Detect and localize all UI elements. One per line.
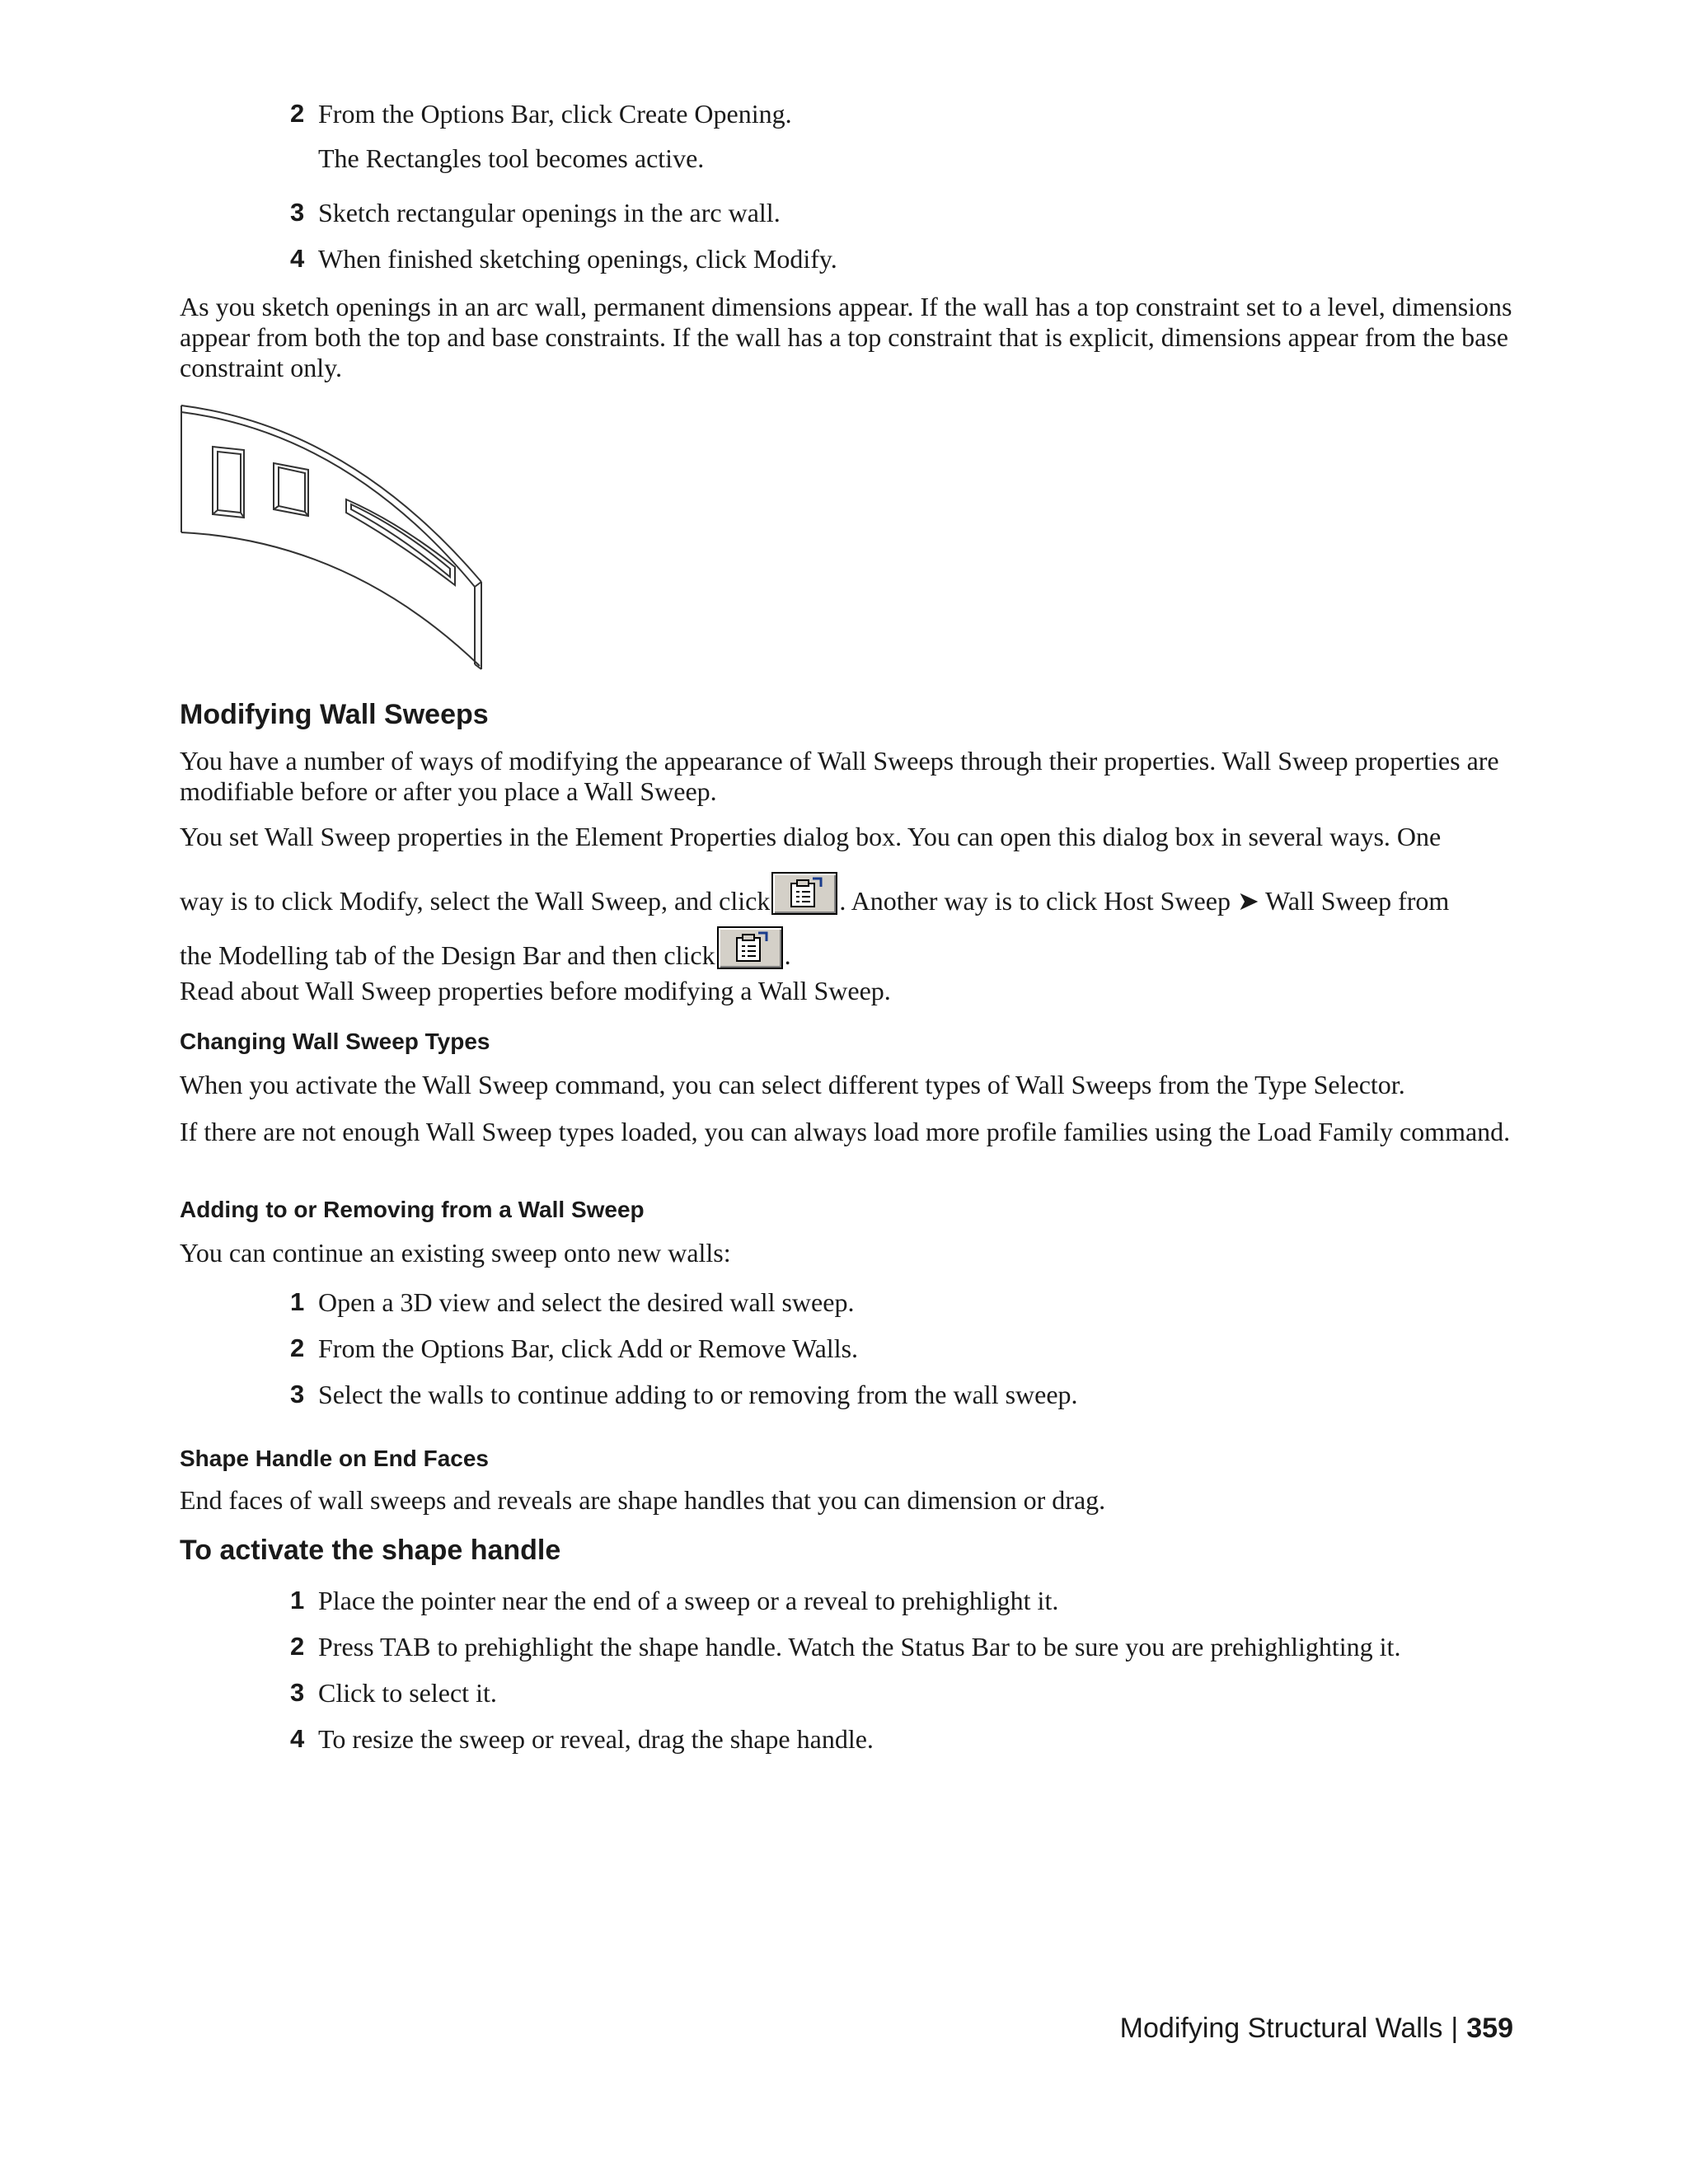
step-text: When finished sketching openings, click Modify. [318,244,837,274]
changing-paragraph-2 [180,1117,1519,1147]
page-footer [1120,2013,1513,2045]
paragraph-text: You have a number of ways of modifying the appearance of Wall Sweeps through their properties. Wall Sweep properties are modifiable before or after you place a Wall Sweep. [180,746,1499,806]
step-text: Sketch rectangular openings in the arc wall. [318,198,781,227]
paragraph-text: If there are not enough Wall Sweep types loaded, you can always load more profile families using the Load Family command. [180,1117,1511,1146]
procedure-heading: To activate the shape handle [180,1535,561,1566]
modifying-paragraph-2-line-1: You set Wall Sweep properties in the Element Properties dialog box. You can open this dialog box in several ways. One [180,822,1442,851]
element-properties-button[interactable] [771,872,837,915]
step-text: Select the walls to continue adding to or removing from the wall sweep. [318,1380,1078,1409]
text-run: . [784,940,791,970]
step-text: From the Options Bar, click Create Opening. [318,99,792,129]
element-properties-icon [734,931,770,964]
step-number: 4 [290,1724,305,1753]
step-number: 2 [290,99,305,128]
modifying-paragraph-2-line-3 [180,926,791,972]
step-note: The Rectangles tool becomes active. [318,143,705,173]
modifying-paragraph-2-line-2 [180,872,1449,917]
step-number: 4 [290,244,305,273]
step-text: To resize the sweep or reveal, drag the shape handle. [318,1724,874,1754]
modifying-paragraph-3: Read about Wall Sweep properties before modifying a Wall Sweep. [180,976,891,1005]
step-number: 2 [290,1632,305,1661]
step-number: 2 [290,1333,305,1362]
step-number: 1 [290,1287,305,1316]
subsection-heading: Adding to or Removing from a Wall Sweep [180,1197,645,1222]
step-text: Place the pointer near the end of a sweep or a reveal to prehighlight it. [318,1586,1059,1615]
text-run: way is to click Modify, select the Wall Sweep, and click [180,886,771,916]
paragraph-text: As you sketch openings in an arc wall, permanent dimensions appear. If the wall has a top constraint set to a level, dimensions appear from both the top and base constraints. If the wall has a top constraint that is explicit, dimensions appear from the base constraint only. [180,292,1512,382]
step-text: From the Options Bar, click Add or Remove Walls. [318,1333,859,1363]
arc-wall-illustration [176,402,498,674]
step-number: 3 [290,1678,305,1707]
modifying-paragraph-1 [180,746,1519,807]
step-number: 3 [290,1380,305,1408]
changing-paragraph-1: When you activate the Wall Sweep command, you can select different types of Wall Sweeps from the Type Selector. [180,1070,1405,1099]
footer-separator: | [1451,2013,1459,2044]
element-properties-button[interactable] [717,926,783,969]
step-text: Click to select it. [318,1678,497,1708]
step-number: 3 [290,198,305,227]
text-run: the Modelling tab of the Design Bar and then click [180,940,715,970]
text-run: . Another way is to click Host Sweep ➤ Wall Sweep from [839,886,1450,916]
step-number: 1 [290,1586,305,1615]
step-text: Open a 3D view and select the desired wall sweep. [318,1287,855,1317]
subsection-heading: Shape Handle on End Faces [180,1446,489,1471]
step-text: Press TAB to prehighlight the shape handle. Watch the Status Bar to be sure you are prehighlighting it. [318,1632,1401,1661]
adding-intro: You can continue an existing sweep onto new walls: [180,1238,731,1268]
subsection-heading: Changing Wall Sweep Types [180,1029,490,1054]
section-heading: Modifying Wall Sweeps [180,699,489,730]
shape-intro: End faces of wall sweeps and reveals are shape handles that you can dimension or drag. [180,1485,1106,1515]
element-properties-icon [788,877,824,910]
footer-title: Modifying Structural Walls [1119,2013,1443,2044]
arc-wall-paragraph [180,292,1519,383]
page-number: 359 [1466,2013,1513,2044]
